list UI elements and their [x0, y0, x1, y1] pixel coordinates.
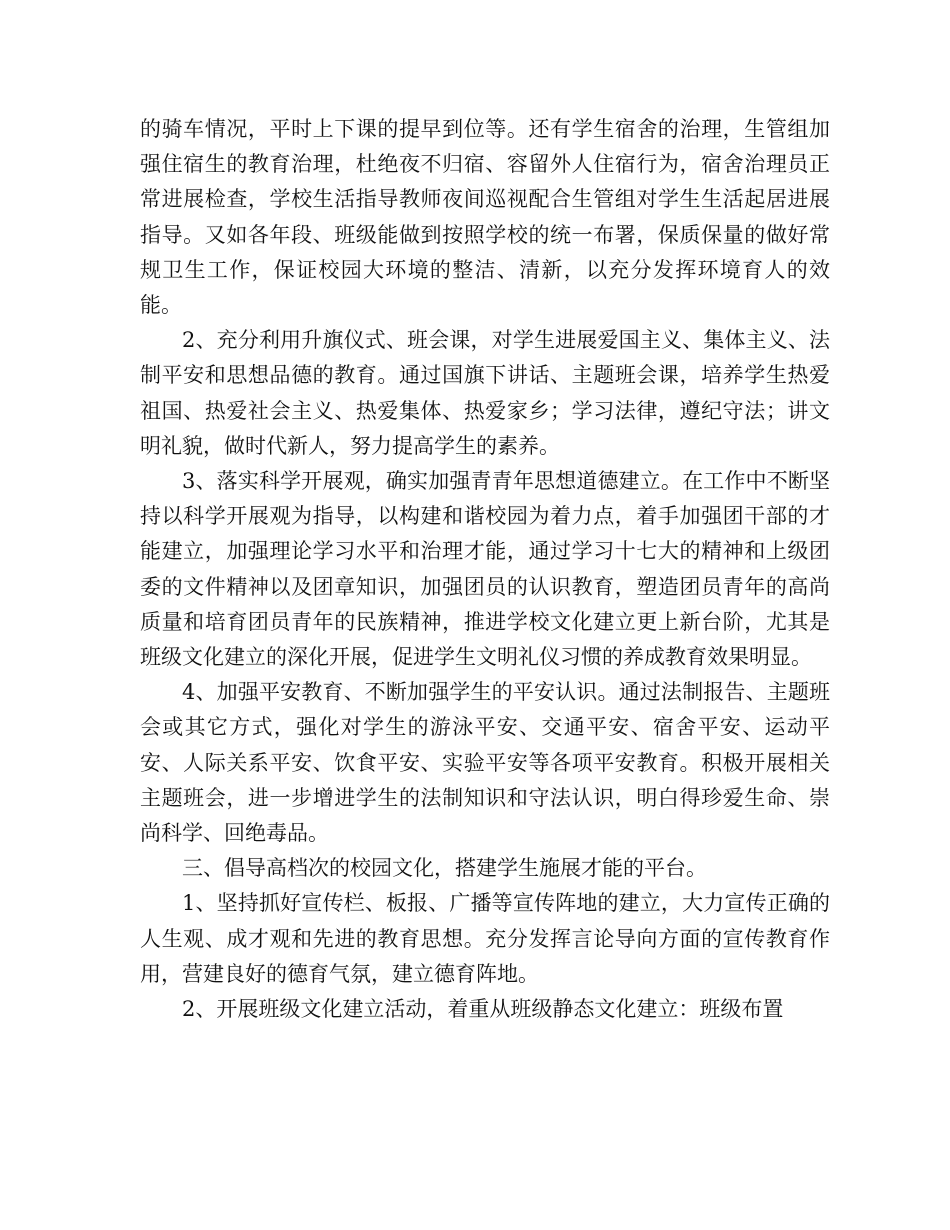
paragraph-class-culture: 2、开展班级文化建立活动，着重从班级静态文化建立：班级布置 [182, 997, 784, 1022]
paragraph-flag-ceremony: 2、充分利用升旗仪式、班会课，对学生进展爱国主义、集体主义、法制平安和思想品德的教育。通过国旗下讲话、主题班会课，培养学生热爱祖国、热爱社会主义、热爱集体、热爱家乡；学习法律，遵纪守法；讲文明礼貌，做时代新人，努力提高学生的素养。 [140, 328, 830, 458]
document-body [140, 112, 830, 1027]
paragraph-publicity-positions: 1、坚持抓好宣传栏、板报、广播等宣传阵地的建立，大力宣传正确的人生观、成才观和先进的教育思想。充分发挥言论导向方面的宣传教育作用，营建良好的德育气氛，建立德育阵地。 [140, 891, 830, 986]
paragraph-safety-education: 4、加强平安教育、不断加强学生的平安认识。通过法制报告、主题班会或其它方式，强化对学生的游泳平安、交通平安、宿舍平安、运动平安、人际关系平安、饮食平安、实验平安等各项平安教育。积极开展相关主题班会，进一步增进学生的法制知识和守法认识，明白得珍爱生命、崇尚科学、回绝毒品。 [140, 680, 830, 846]
paragraph-continuation: 的骑车情况，平时上下课的提早到位等。还有学生宿舍的治理，生管组加强住宿生的教育治理，杜绝夜不归宿、容留外人住宿行为，宿舍治理员正常进展检查，学校生活指导教师夜间巡视配合生管组对学生生活起居进展指导。又如各年段、班级能做到按照学校的统一布署，保质保量的做好常规卫生工作，保证校园大环境的整洁、清新，以充分发挥环境育人的效能。 [140, 117, 830, 318]
section-heading-campus-culture: 三、倡导高档次的校园文化，搭建学生施展才能的平台。 [182, 856, 707, 881]
paragraph-scientific-development: 3、落实科学开展观，确实加强青青年思想道德建立。在工作中不断坚持以科学开展观为指导，以构建和谐校园为着力点，着手加强团干部的才能建立，加强理论学习水平和治理才能，通过学习十七大的精神和上级团委的文件精神以及团章知识，加强团员的认识教育，塑造团员青年的高尚质量和培育团员青年的民族精神，推进学校文化建立更上新台阶，尤其是班级文化建立的深化开展，促进学生文明礼仪习惯的养成教育效果明显。 [140, 469, 830, 670]
